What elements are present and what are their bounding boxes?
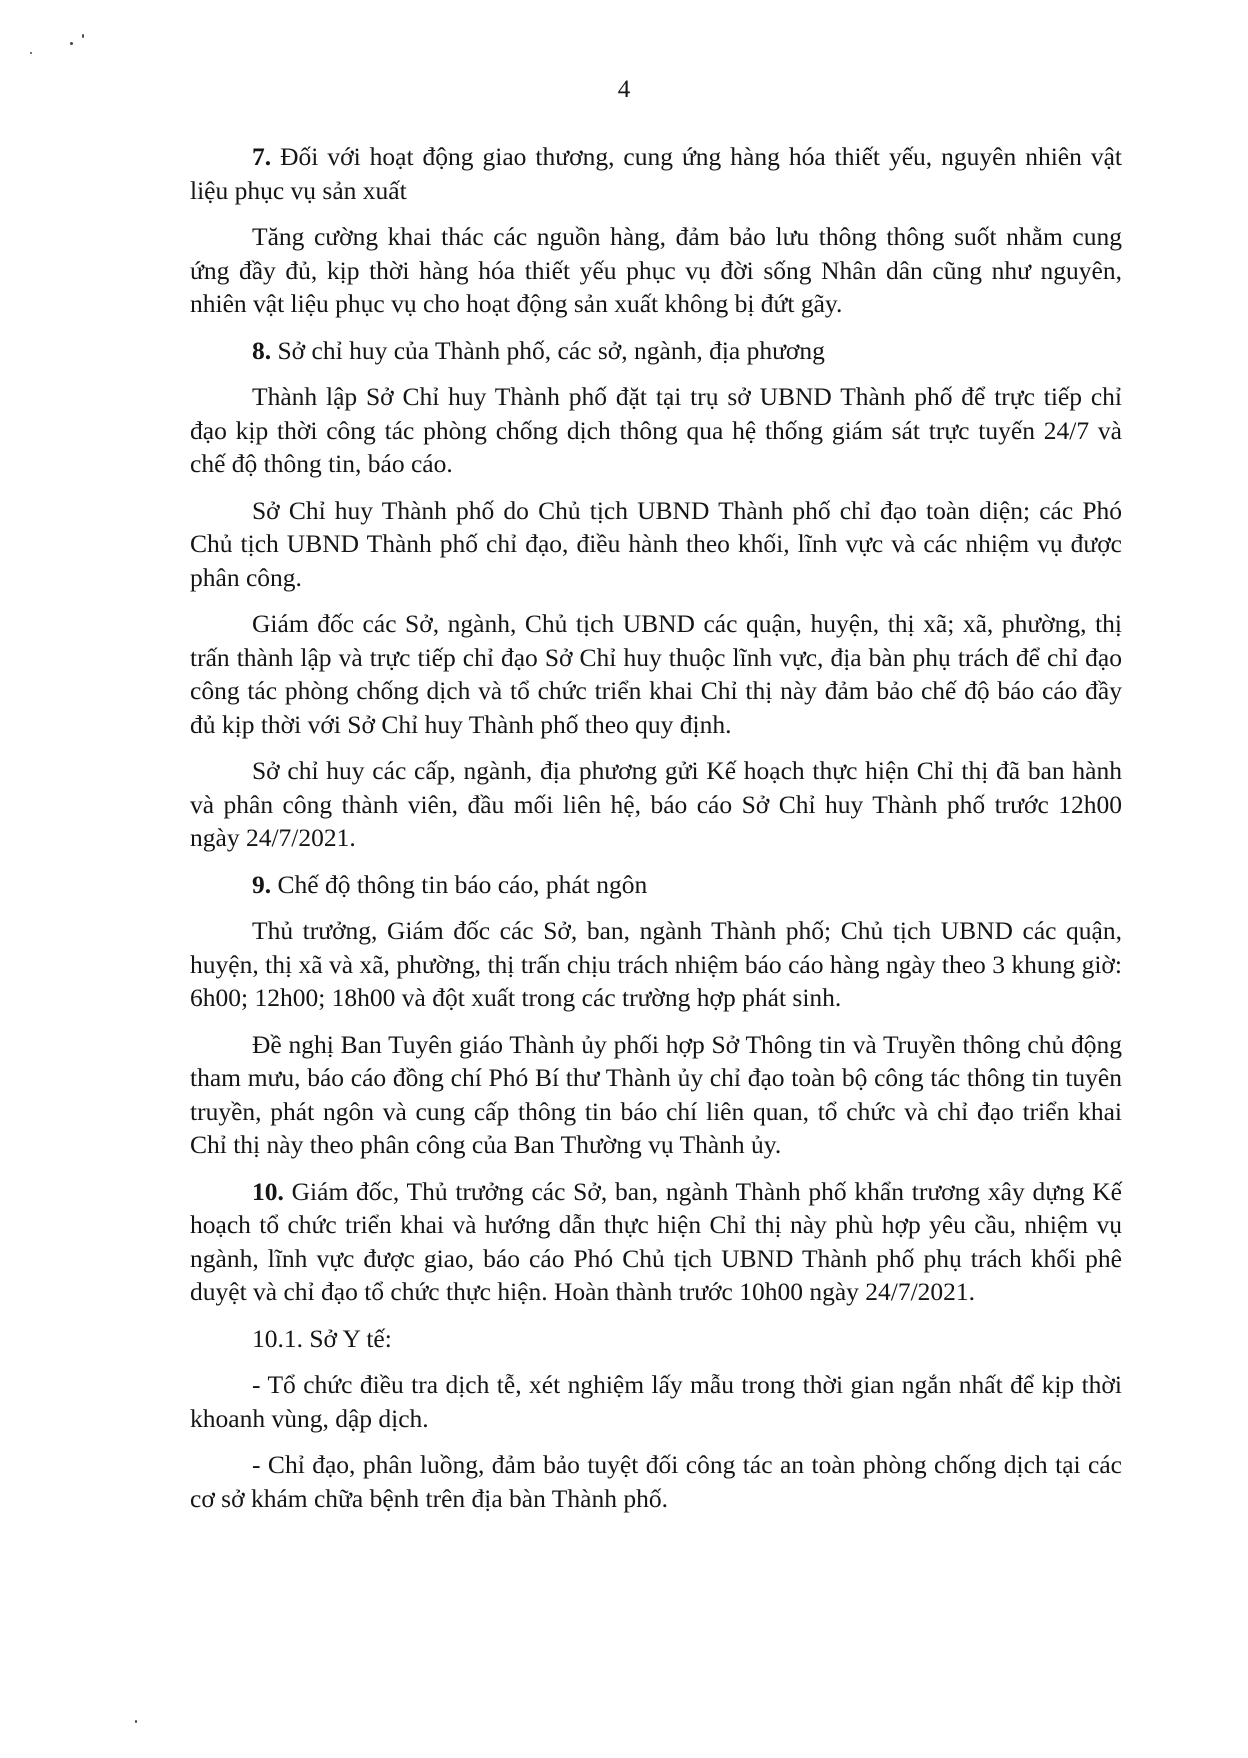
section-7-heading (190, 140, 1122, 207)
paragraph: Đề nghị Ban Tuyên giáo Thành ủy phối hợp Sở Thông tin và Truyền thông chủ động tham mưu, báo cáo đồng chí Phó Bí thư Thành ủy chỉ đạo toàn bộ công tác thông tin tuyên truyền, phát ngôn và cung cấp thông tin báo chí liên quan, tổ chức và chỉ đạo triển khai Chỉ thị này theo phân công của Ban Thường vụ Thành ủy. (190, 1029, 1122, 1159)
section-text: Giám đốc, Thủ trưởng các Sở, ban, ngành Thành phố khẩn trương xây dựng Kế hoạch tổ chức triển khai và hướng dẫn thực hiện Chỉ thị này phù hợp yêu cầu, nhiệm vụ ngành, lĩnh vực được giao, báo cáo Phó Chủ tịch UBND Thành phố phụ trách khối phê duyệt và chỉ đạo tổ chức thực hiện. Hoàn thành trước 10h00 ngày 24/7/2021. (190, 1176, 1122, 1306)
section-number: 10. (252, 1176, 284, 1206)
section-number: 7. (252, 142, 272, 171)
bullet-paragraph: - Tổ chức điều tra dịch tễ, xét nghiệm lấy mẫu trong thời gian ngắn nhất để kịp thời khoanh vùng, dập dịch. (190, 1370, 1122, 1433)
section-9-heading (190, 868, 1122, 902)
subsection-heading: 10.1. Sở Y tế: (252, 1323, 392, 1353)
paragraph: Giám đốc các Sở, ngành, Chủ tịch UBND các quận, huyện, thị xã; xã, phường, thị trấn thành lập và trực tiếp chỉ đạo Sở Chỉ huy thuộc lĩnh vực, địa bàn phụ trách để chỉ đạo công tác phòng chống dịch và tổ chức triển khai Chỉ thị này đảm bảo chế độ báo cáo đầy đủ kịp thời với Sở Chỉ huy Thành phố theo quy định. (190, 609, 1122, 739)
section-title: Chế độ thông tin báo cáo, phát ngôn (271, 869, 648, 899)
paragraph: Thủ trưởng, Giám đốc các Sở, ban, ngành Thành phố; Chủ tịch UBND các quận, huyện, thị xã và xã, phường, thị trấn chịu trách nhiệm báo cáo hàng ngày theo 3 khung giờ: 6h00; 12h00; 18h00 và đột xuất trong các trường hợp phát sinh. (190, 916, 1122, 1012)
page-number: 4 (617, 76, 631, 103)
section-title: Sở chỉ huy của Thành phố, các sở, ngành, địa phương (271, 335, 825, 365)
paragraph: Thành lập Sở Chỉ huy Thành phố đặt tại trụ sở UBND Thành phố để trực tiếp chỉ đạo kịp thời công tác phòng chống dịch thông qua hệ thống giám sát trực tuyến 24/7 và chế độ thông tin, báo cáo. (190, 382, 1122, 478)
section-title: Đối với hoạt động giao thương, cung ứng hàng hóa thiết yếu, nguyên nhiên vật liệu phục vụ sản xuất (190, 142, 1122, 205)
section-number: 9. (252, 869, 272, 899)
scan-speck (135, 1720, 137, 1723)
section-number: 8. (252, 335, 272, 365)
section-10-heading (190, 1175, 1122, 1309)
bullet-paragraph: - Chỉ đạo, phân luồng, đảm bảo tuyệt đối công tác an toàn phòng chống dịch tại các cơ sở khám chữa bệnh trên địa bàn Thành phố. (190, 1450, 1122, 1513)
document-body (190, 140, 1122, 1528)
scan-speck (82, 34, 84, 38)
scan-speck (70, 42, 73, 45)
paragraph: Sở chỉ huy các cấp, ngành, địa phương gửi Kế hoạch thực hiện Chỉ thị đã ban hành và phân công thành viên, đầu mối liên hệ, báo cáo Sở Chỉ huy Thành phố trước 12h00 ngày 24/7/2021. (190, 756, 1122, 852)
scan-speck (30, 52, 32, 54)
paragraph: Tăng cường khai thác các nguồn hàng, đảm bảo lưu thông thông suốt nhằm cung ứng đầy đủ, kịp thời hàng hóa thiết yếu phục vụ đời sống Nhân dân cũng như nguyên, nhiên vật liệu phục vụ cho hoạt động sản xuất không bị đứt gãy. (190, 222, 1122, 318)
paragraph: Sở Chỉ huy Thành phố do Chủ tịch UBND Thành phố chỉ đạo toàn diện; các Phó Chủ tịch UBND Thành phố chỉ đạo, điều hành theo khối, lĩnh vực và các nhiệm vụ được phân công. (190, 495, 1122, 592)
section-8-heading (190, 334, 1122, 368)
